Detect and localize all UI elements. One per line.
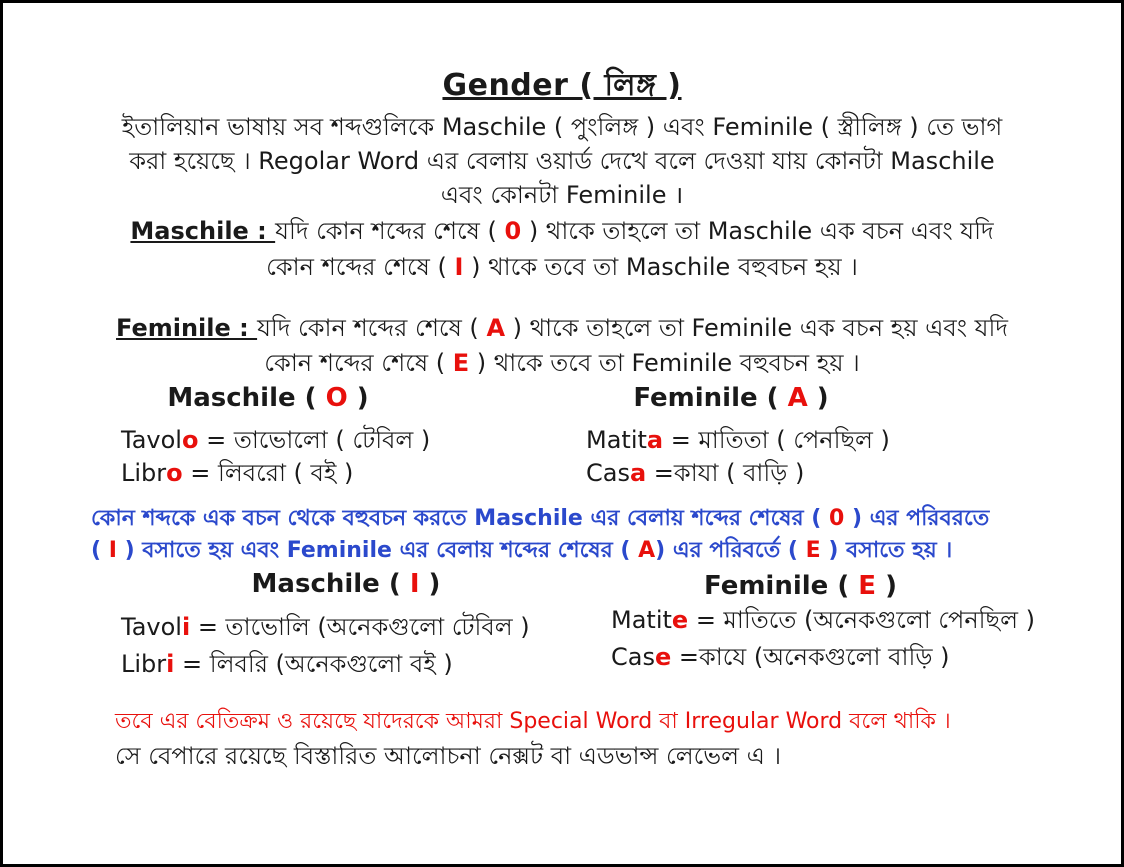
singular-feminile-header: Feminile ( A ): [633, 383, 829, 413]
plural-maschile-example-2: Libri = লিবরি (অনেকগুলো বই ): [121, 650, 453, 678]
closing-note: সে বেপারে রয়েছে বিস্তারিত আলোচনা নেক্সট বা এডভান্স লেভেল এ ।: [115, 742, 782, 770]
maschile-rule-line-2: কোন শব্দের শেষে ( I ) থাকে তবে তা Maschile বহুবচন হয় ।: [266, 253, 858, 281]
singular-maschile-header: Maschile ( O ): [167, 383, 369, 413]
feminile-rule-line-1: Feminile : যদি কোন শব্দের শেষে ( A ) থাকে তাহলে তা Feminile এক বচন হয় এবং যদি: [116, 314, 1008, 342]
singular-feminile-example-2: Casa =কাযা ( বাড়ি ): [586, 459, 805, 487]
feminile-rule-line-2: কোন শব্দের শেষে ( E ) থাকে তবে তা Feminile বহুবচন হয় ।: [264, 349, 860, 377]
singular-maschile-example-1: Tavolo = তাভোলো ( টেবিল ): [121, 426, 431, 454]
maschile-rule-line-1: Maschile : যদি কোন শব্দের শেষে ( 0 ) থাকে তাহলে তা Maschile এক বচন এবং যদি: [130, 217, 994, 245]
plural-feminile-header: Feminile ( E ): [703, 571, 897, 601]
intro-line-1: ইতালিয়ান ভাষায় সব শব্দগুলিকে Maschile ( পুংলিঙ্গ ) এবং Feminile ( স্ত্রীলিঙ্গ ) তে ভাগ: [121, 113, 1003, 141]
plural-feminile-example-2: Case =কাযে (অনেকগুলো বাড়ি ): [611, 643, 950, 671]
plural-feminile-example-1: Matite = মাতিতে (অনেকগুলো পেনছিল ): [611, 606, 1035, 634]
intro-line-3: এবং কোনটা Feminile ।: [440, 181, 684, 209]
plural-note-line-1: কোন শব্দকে এক বচন থেকে বহুবচন করতে Maschile এর বেলায় শব্দের শেষের ( 0 ) এর পরিবরতে: [91, 506, 990, 531]
plural-note-line-2: ( I ) বসাতে হয় এবং Feminile এর বেলায় শব্দের শেষের ( A) এর পরিবর্তে ( E ) বসাতে হয় ।: [91, 538, 953, 563]
exception-note: তবে এর বেতিক্রম ও রয়েছে যাদেরকে আমরা Special Word বা Irregular Word বলে থাকি ।: [115, 709, 951, 734]
page-title: Gender ( লিঙ্গ ): [442, 68, 682, 103]
singular-maschile-example-2: Libro = লিবরো ( বই ): [121, 459, 354, 487]
plural-maschile-example-1: Tavoli = তাভোলি (অনেকগুলো টেবিল ): [121, 613, 530, 641]
plural-maschile-header: Maschile ( I ): [251, 569, 441, 599]
singular-feminile-example-1: Matita = মাতিতা ( পেনছিল ): [586, 426, 890, 454]
intro-line-2: করা হয়েছে । Regolar Word এর বেলায় ওয়ার্ড দেখে বলে দেওয়া যায় কোনটা Maschile: [129, 147, 995, 175]
